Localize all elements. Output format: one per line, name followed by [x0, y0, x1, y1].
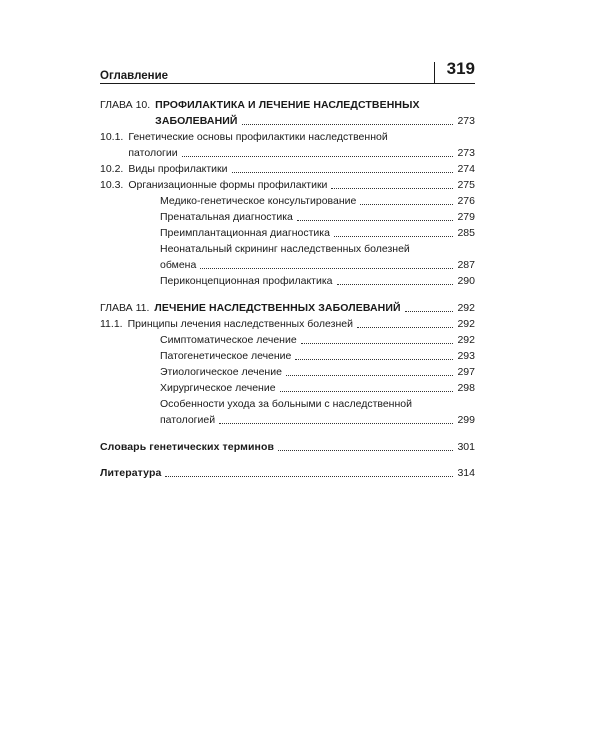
- toc-entry-number: 11.1.: [100, 318, 123, 330]
- toc-entry-title: Принципы лечения наследственных болезней: [127, 318, 353, 330]
- toc-page-number: 287: [457, 259, 475, 271]
- toc-entry-number: 10.2.: [100, 163, 124, 175]
- header-title: Оглавление: [100, 70, 169, 82]
- toc-entry-title: Симптоматическое лечение: [160, 334, 297, 346]
- toc-section-11-1[interactable]: [100, 316, 475, 332]
- leader-dots: [200, 267, 453, 269]
- toc-entry-title: Периконцепционная профилактика: [160, 275, 333, 287]
- toc-page-number: 292: [457, 302, 475, 314]
- toc-page-number: 275: [457, 179, 475, 191]
- leader-dots: [337, 283, 454, 285]
- toc-entry-title: Словарь генетических терминов: [100, 441, 275, 453]
- toc-page-number: 276: [457, 195, 475, 207]
- header-rule: [100, 83, 475, 84]
- leader-dots: [360, 203, 453, 205]
- toc-page-number: 285: [457, 227, 475, 239]
- toc-entry-title: ЗАБОЛЕВАНИЙ: [155, 115, 238, 127]
- toc-page-number: 314: [457, 467, 475, 479]
- toc-entry-title: Хирургическое лечение: [160, 382, 276, 394]
- toc-page-number: 290: [457, 275, 475, 287]
- toc-subsection[interactable]: [100, 364, 475, 380]
- toc-entry-title: Патогенетическое лечение: [160, 350, 292, 362]
- toc-entry-title: Медико-генетическое консультирование: [160, 195, 357, 207]
- toc-section-10-1[interactable]: [100, 129, 475, 161]
- toc-glossary[interactable]: [100, 439, 475, 455]
- toc-section-10-3[interactable]: [100, 177, 475, 193]
- toc-entry-title: ПРОФИЛАКТИКА И ЛЕЧЕНИЕ НАСЛЕДСТВЕННЫХ: [155, 99, 420, 111]
- page-number: 319: [446, 59, 475, 78]
- leader-dots: [334, 235, 454, 237]
- toc-page-number: 292: [457, 318, 475, 330]
- toc-entry-title: Генетические основы профилактики наследственной: [128, 131, 388, 143]
- leader-dots: [405, 310, 454, 312]
- leader-dots: [242, 123, 454, 125]
- toc-entry-title: обмена: [160, 259, 197, 271]
- leader-dots: [357, 326, 454, 328]
- toc-subsection[interactable]: [100, 225, 475, 241]
- toc-entry-title: Неонатальный скрининг наследственных болезней: [160, 243, 410, 255]
- toc-entry-number: ГЛАВА 11.: [100, 302, 150, 314]
- toc-page-number: 274: [457, 163, 475, 175]
- leader-dots: [286, 374, 454, 376]
- leader-dots: [280, 390, 454, 392]
- toc-entry-title: Организационные формы профилактики: [128, 179, 328, 191]
- header-separator: [434, 62, 435, 84]
- toc-subsection[interactable]: [100, 332, 475, 348]
- toc-chapter-10[interactable]: [100, 97, 475, 129]
- toc-page-number: 273: [457, 115, 475, 127]
- toc-literature[interactable]: [100, 465, 475, 481]
- leader-dots: [165, 475, 453, 477]
- toc-page-number: 292: [457, 334, 475, 346]
- toc-entry-number: ГЛАВА 10.: [100, 99, 151, 111]
- leader-dots: [182, 155, 454, 157]
- toc-entry-title: Этиологическое лечение: [160, 366, 282, 378]
- leader-dots: [331, 187, 453, 189]
- toc-subsection[interactable]: [100, 380, 475, 396]
- toc-page-number: 273: [457, 147, 475, 159]
- toc-subsection[interactable]: [100, 348, 475, 364]
- toc-subsection[interactable]: [100, 209, 475, 225]
- toc-subsection[interactable]: [100, 396, 475, 428]
- toc-entry-title: Преимплантационная диагностика: [160, 227, 330, 239]
- leader-dots: [219, 422, 453, 424]
- leader-dots: [278, 449, 453, 451]
- toc-subsection[interactable]: [100, 241, 475, 273]
- toc-page-number: 298: [457, 382, 475, 394]
- toc-section-10-2[interactable]: [100, 161, 475, 177]
- page-header: [100, 59, 475, 82]
- leader-dots: [295, 358, 453, 360]
- toc-page-number: 293: [457, 350, 475, 362]
- toc-entry-title: Литература: [100, 467, 162, 479]
- toc-page-number: 297: [457, 366, 475, 378]
- toc-entry-title: Виды профилактики: [128, 163, 228, 175]
- toc-subsection[interactable]: [100, 273, 475, 289]
- leader-dots: [297, 219, 454, 221]
- table-of-contents: [100, 97, 475, 481]
- toc-entry-title: Особенности ухода за больными с наследственной: [160, 398, 412, 410]
- toc-entry-title: ЛЕЧЕНИЕ НАСЛЕДСТВЕННЫХ ЗАБОЛЕВАНИЙ: [154, 302, 401, 314]
- toc-chapter-11[interactable]: [100, 300, 475, 316]
- toc-entry-title: патологией: [160, 414, 216, 426]
- toc-subsection[interactable]: [100, 193, 475, 209]
- toc-entry-title: Пренатальная диагностика: [160, 211, 293, 223]
- toc-entry-number: 10.3.: [100, 179, 124, 191]
- toc-entry-title: патологии: [128, 147, 178, 159]
- leader-dots: [301, 342, 454, 344]
- leader-dots: [232, 171, 454, 173]
- toc-entry-number: 10.1.: [100, 131, 124, 143]
- toc-page-number: 279: [457, 211, 475, 223]
- toc-page-number: 299: [457, 414, 475, 426]
- toc-page-number: 301: [457, 441, 475, 453]
